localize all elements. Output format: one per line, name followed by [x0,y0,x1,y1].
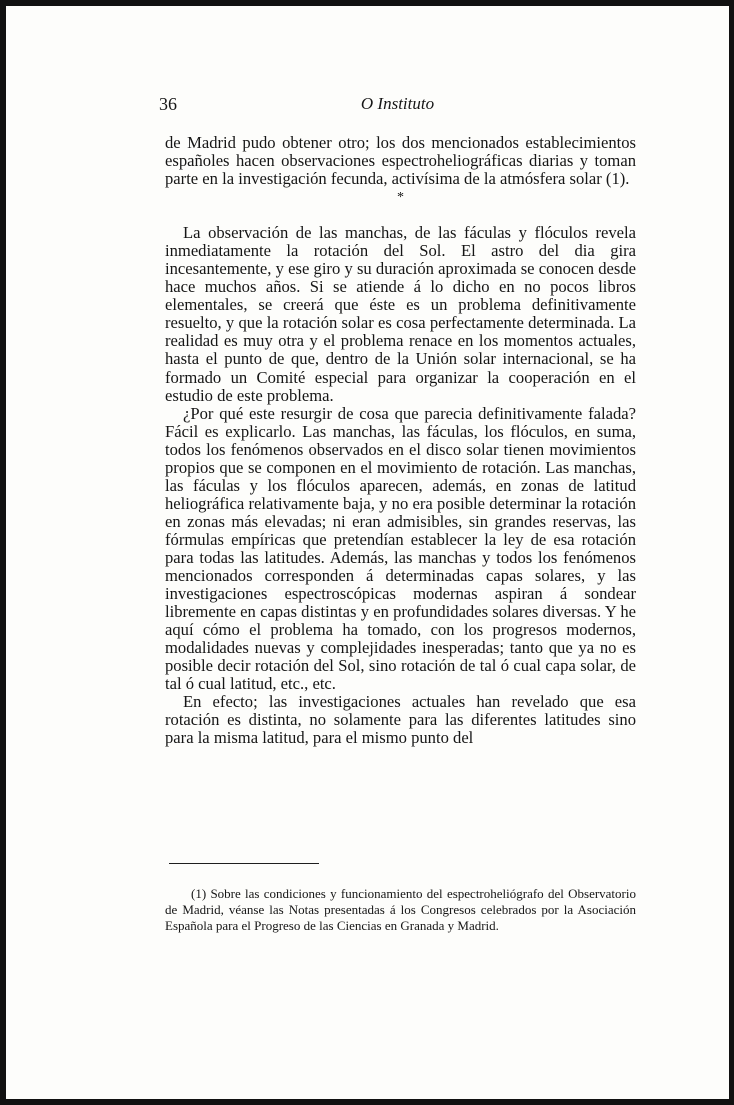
paragraph-1: de Madrid pudo obtener otro; los dos mencionados establecimientos españoles hacen observaciones espectroheliográficas diarias y toman parte en la investigación fecunda, activísima de la atmósfera solar (1). [165,133,636,189]
footnote: (1) Sobre las condiciones y funcionamiento del espectroheliógrafo del Observatorio de Madrid, véanse las Notas presentadas á los Congresos celebrados por la Asociación Española para el Progreso de las Ciencias en Granada y Madrid. [165,886,636,933]
page-header [159,94,636,118]
paragraph-2: La observación de las manchas, de las fáculas y flóculos revela inmediatamente la rotación del Sol. El astro del dia gira incesantemente, y ese giro y su duración aproximada se conocen desde hace muchos años. Si se atiende á lo dicho en no pocos libros elementales, se creerá que éste es un problema definitivamente resuelto, y que la rotación solar es cosa perfectamente determinada. La realidad es muy otra y el problema renace en los momentos actuales, hasta el punto de que, dentro de la Unión solar internacional, se ha formado un Comité especial para organizar la cooperación en el estudio de este problema. [165,223,636,405]
footnote-divider [169,863,319,864]
paragraph-3: ¿Por qué este resurgir de cosa que parecia definitivamente falada? Fácil es explicarlo. Las manchas, las fáculas, los flóculos, en suma, todos los fenómenos observados en el disco solar tienen movimientos propios que se componen en el movimiento de rotación. Las manchas, las fáculas y los flóculos aparecen, además, en zonas de latitud heliográfica relativamente baja, y no era posible determinar la rotación en zonas más elevadas; ni eran admisibles, sin grandes reservas, las fórmulas empíricas que pretendían establecer la ley de esa rotación para todas las latitudes. Además, las manchas y todos los fenómenos mencionados corresponden á determinadas capas solares, y las investigaciones espectroscópicas modernas aspiran á sondear libremente en capas distintas y en profundidades solares diversas. Y he aquí cómo el problema ha tomado, con los progresos modernos, modalidades nuevas y complejidades inesperadas; tanto que ya no es posible decir rotación del Sol, sino rotación de tal ó cual capa solar, de tal ó cual latitud, etc., etc. [165,403,636,694]
page-number: 36 [159,94,177,114]
body-text [165,134,636,748]
section-asterism: * [397,190,404,206]
running-title: O Instituto [360,94,435,113]
paragraph-4: En efecto; las investigaciones actuales han revelado que esa rotación es distinta, no solamente para las diferentes latitudes sino para la misma latitud, para el mismo punto del [165,692,636,748]
